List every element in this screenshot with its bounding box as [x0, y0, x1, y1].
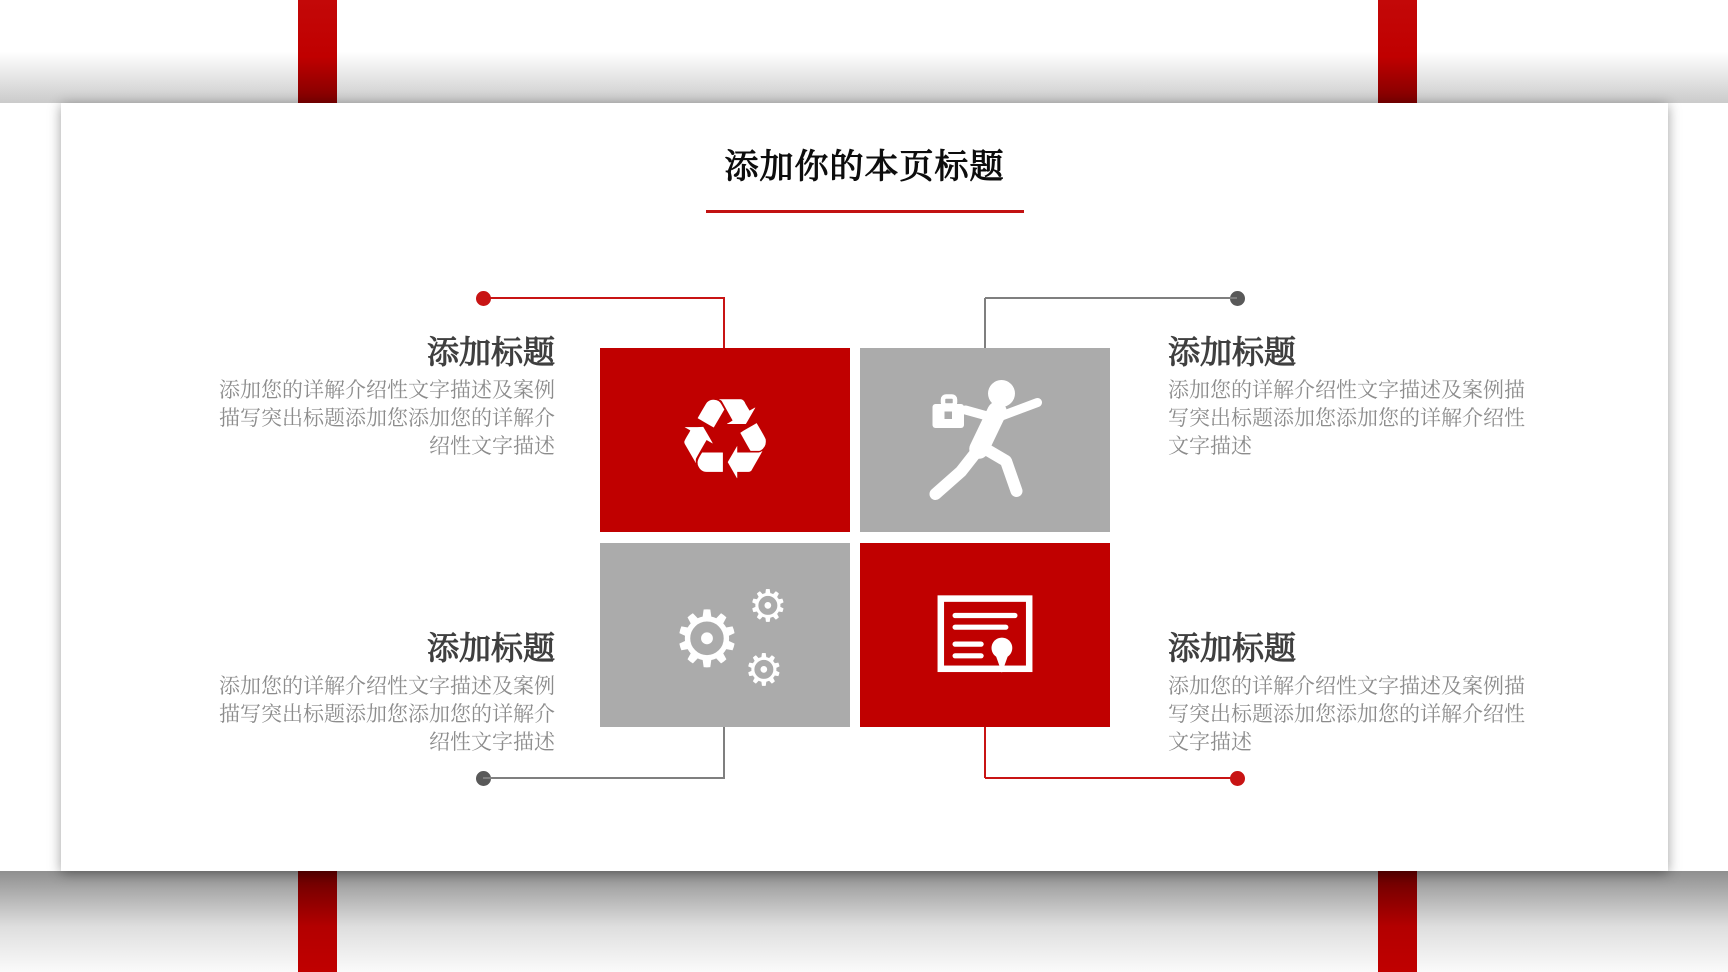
gear-small-bottom-glyph: ⚙ — [744, 645, 784, 696]
block-description: 添加您的详解介绍性文字描述及案例描写突出标题添加您添加您的详解介绍性文字描述 — [219, 674, 555, 754]
tile-bottom-right — [860, 543, 1110, 727]
block-description: 添加您的详解介绍性文字描述及案例描写突出标题添加您添加您的详解介绍性文字描述 — [219, 378, 555, 458]
ribbon-top-right — [1378, 0, 1417, 103]
block-heading: 添加标题 — [426, 630, 555, 666]
block-description: 添加您的详解介绍性文字描述及案例描写突出标题添加您添加您的详解介绍性文字描述 — [1168, 674, 1525, 754]
block-heading: 添加标题 — [1168, 334, 1297, 370]
block-heading: 添加标题 — [1168, 630, 1297, 666]
certificate-icon — [910, 570, 1060, 700]
text-block-top-right — [1168, 334, 1530, 461]
block-description: 添加您的详解介绍性文字描述及案例描写突出标题添加您添加您的详解介绍性文字描述 — [1168, 378, 1525, 458]
slide-card — [61, 103, 1668, 871]
bottom-shadow-band — [0, 871, 1728, 972]
tile-bottom-left — [600, 543, 850, 727]
connector-line-bottom-left-vertical — [723, 727, 725, 778]
running-businessman-icon — [900, 365, 1070, 515]
connector-line-top-right-horizontal — [985, 297, 1237, 299]
connector-line-bottom-right-vertical — [984, 727, 986, 778]
recycle-icon: ♻ — [674, 375, 776, 505]
block-heading: 添加标题 — [426, 334, 555, 370]
tile-top-right — [860, 348, 1110, 532]
connector-line-top-left-horizontal — [483, 297, 725, 299]
text-block-top-left — [215, 334, 555, 461]
text-block-bottom-right — [1168, 630, 1530, 757]
title-underline — [706, 210, 1024, 213]
gear-large-glyph: ⚙ — [672, 595, 742, 685]
connector-line-bottom-left-horizontal — [483, 777, 725, 779]
gears-icon — [600, 543, 850, 727]
connector-line-top-left-vertical — [723, 298, 725, 348]
text-block-bottom-left — [215, 630, 555, 757]
ribbon-bottom-right — [1378, 871, 1417, 972]
connector-line-top-right-vertical — [984, 298, 986, 348]
ribbon-top-left — [298, 0, 337, 103]
connector-line-bottom-right-horizontal — [985, 777, 1237, 779]
page-title: 添加你的本页标题 — [724, 148, 1005, 186]
top-shadow-band — [0, 0, 1728, 103]
ribbon-bottom-left — [298, 871, 337, 972]
tile-top-left — [600, 348, 850, 532]
gear-small-top-glyph: ⚙ — [748, 581, 788, 632]
